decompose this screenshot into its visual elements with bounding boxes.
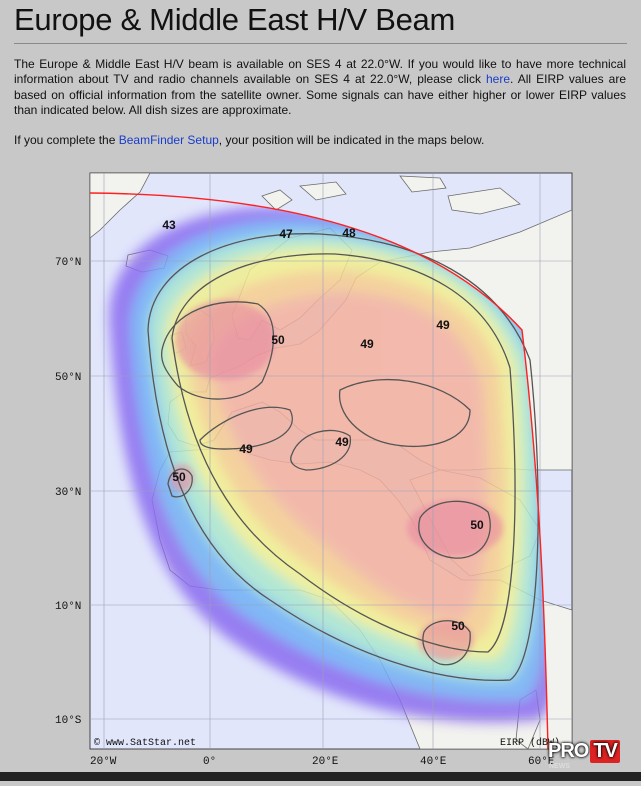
here-link[interactable]: here: [486, 72, 511, 87]
contour-label-49-west: 49: [239, 442, 253, 456]
intro-text-start: The Europe & Middle East H/V beam is available on SES 4 at 22.0°W. If you would like to have more technical information about TV and radio channels available on SES 4 at 22.0°W, please click: [14, 57, 626, 87]
copyright-text: © www.SatStar.net: [94, 738, 197, 749]
contour-label-50-africa-west: 50: [172, 470, 186, 484]
watermark-sub: NEWS: [549, 763, 570, 770]
lat-label-30n: 30°N: [55, 487, 82, 499]
intro-text-end: . All EIRP values are based on official information from the satellite owner. Some signals can have either higher or lower EIRP values than indicated below. All dish sizes are approximate.: [14, 72, 626, 117]
lon-label-20e: 20°E: [312, 756, 339, 768]
beamfinder-setup-link[interactable]: BeamFinder Setup: [118, 133, 219, 147]
contour-label-49-east: 49: [436, 318, 450, 332]
page-title: Europe & Middle East H/V Beam: [14, 2, 456, 37]
contour-label-49-center: 49: [360, 337, 374, 351]
taskbar-strip: [0, 772, 641, 781]
contour-label-49-med: 49: [335, 435, 349, 449]
lat-label-10n: 10°N: [55, 601, 82, 613]
contour-label-47: 47: [279, 227, 293, 241]
contour-label-50-europe: 50: [271, 333, 285, 347]
lon-label-40e: 40°E: [420, 756, 447, 768]
contour-label-48: 48: [342, 226, 356, 240]
lat-label-50n: 50°N: [55, 372, 82, 384]
lon-label-0: 0°: [203, 756, 217, 768]
watermark-pro: PRO: [548, 740, 589, 762]
contour-label-43: 43: [162, 218, 176, 232]
setup-text-end: , your position will be indicated in the maps below.: [218, 133, 485, 147]
lat-label-70n: 70°N: [55, 257, 82, 269]
watermark-tv: TV: [590, 740, 620, 763]
contour-label-50-arabia: 50: [470, 518, 484, 532]
lon-label-60e: 60°E: [528, 756, 555, 768]
contour-label-50-east-africa: 50: [451, 619, 465, 633]
setup-text-start: If you complete the: [14, 133, 119, 147]
lon-label-20w: 20°W: [90, 756, 117, 768]
eirp-unit-label: EIRP (dBW): [500, 738, 561, 749]
lat-label-10s: 10°S: [55, 715, 82, 727]
